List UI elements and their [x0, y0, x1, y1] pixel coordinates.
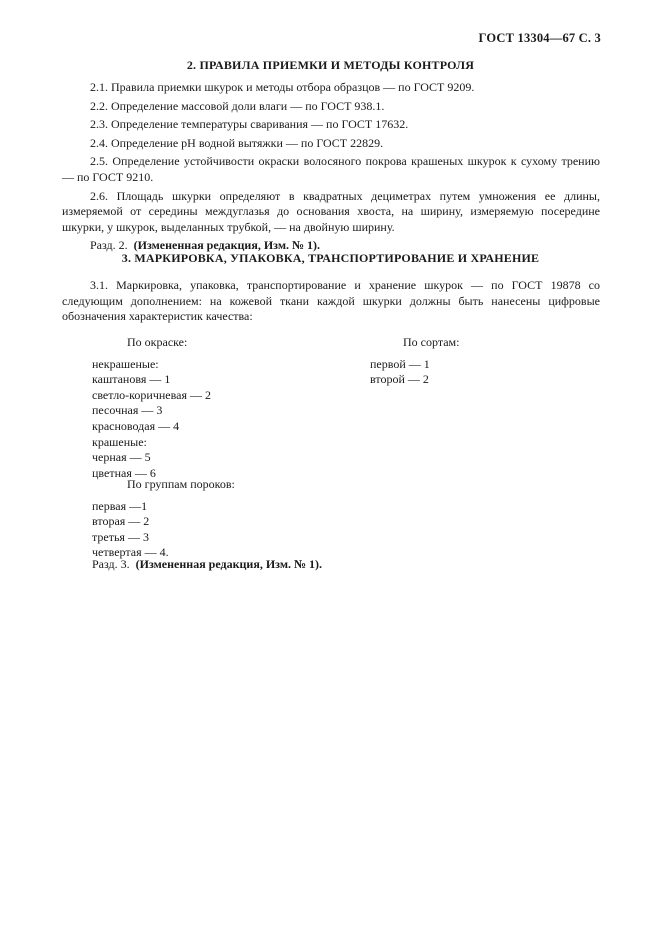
color-codes-heading: По окраске: — [127, 335, 188, 349]
list-item: вторая — 2 — [92, 514, 150, 529]
list-item: первой — 1 — [370, 356, 430, 371]
list-item: каштановя — 1 — [92, 372, 171, 387]
list-item: песочная — 3 — [92, 403, 163, 418]
list-item: светло-коричневая — 2 — [92, 387, 211, 402]
amendment-note: (Измененная редакция, Изм. № 1). — [135, 557, 323, 571]
list-item: крашеные: — [92, 434, 147, 449]
clause-2-6: 2.6. Площадь шкурки определяют в квадратных дециметрах путем умножения ее длины, измеряемой от середины междуглазья до основания хвоста, на ширину, измеряемую посередине шкурки, у шкурок, выделанных трубкой, — на двойную ширину. — [62, 188, 600, 234]
defect-group-codes-heading: По группам пороков: — [127, 477, 235, 491]
section-2-body — [62, 80, 600, 254]
clause-2-1: 2.1. Правила приемки шкурок и методы отбора образцов — по ГОСТ 9209. — [90, 80, 475, 94]
amendment-note: (Измененная редакция, Изм. № 1). — [133, 238, 321, 253]
grade-codes-heading: По сортам: — [403, 335, 460, 349]
list-item: четвертая — 4. — [92, 545, 169, 560]
clause-2-5: 2.5. Определение устойчивости окраски волосяного покрова крашеных шкурок к сухому трению — по ГОСТ 9210. — [62, 154, 600, 184]
color-codes-list — [92, 335, 211, 481]
clause-3-1: 3.1. Маркировка, упаковка, транспортирование и хранение шкурок — по ГОСТ 19878 со следующим дополнением: на кожевой ткани каждой шкурки должны быть нанесены цифровые обозначения характеристик качества: — [62, 278, 600, 324]
list-item: второй — 2 — [370, 372, 429, 387]
section-2-title: 2. ПРАВИЛА ПРИЕМКИ И МЕТОДЫ КОНТРОЛЯ — [186, 58, 475, 72]
section-3-body — [62, 278, 600, 325]
list-item: третья — 3 — [92, 529, 149, 544]
list-item: некрашеные: — [92, 356, 159, 371]
amendment-prefix: Разд. 2. — [90, 238, 128, 253]
amendment-prefix: Разд. 3. — [92, 557, 130, 571]
grade-codes-list — [370, 335, 459, 388]
list-item: первая —1 — [92, 498, 148, 513]
section-3-title: 3. МАРКИРОВКА, УПАКОВКА, ТРАНСПОРТИРОВАНИЕ И ХРАНЕНИЕ — [121, 251, 540, 265]
clause-2-4: 2.4. Определение pH водной вытяжки — по ГОСТ 22829. — [90, 135, 384, 150]
clause-2-3: 2.3. Определение температуры сваривания — по ГОСТ 17632. — [90, 117, 409, 132]
list-item: цветная — 6 — [92, 465, 156, 480]
clause-2-2: 2.2. Определение массовой доли влаги — по ГОСТ 938.1. — [90, 98, 385, 113]
list-item: черная — 5 — [92, 450, 151, 465]
section-3-amendment — [92, 557, 322, 573]
page-header: ГОСТ 13304—67 С. 3 — [478, 31, 601, 45]
list-item: красноводая — 4 — [92, 418, 180, 433]
defect-group-codes-list — [92, 477, 235, 561]
